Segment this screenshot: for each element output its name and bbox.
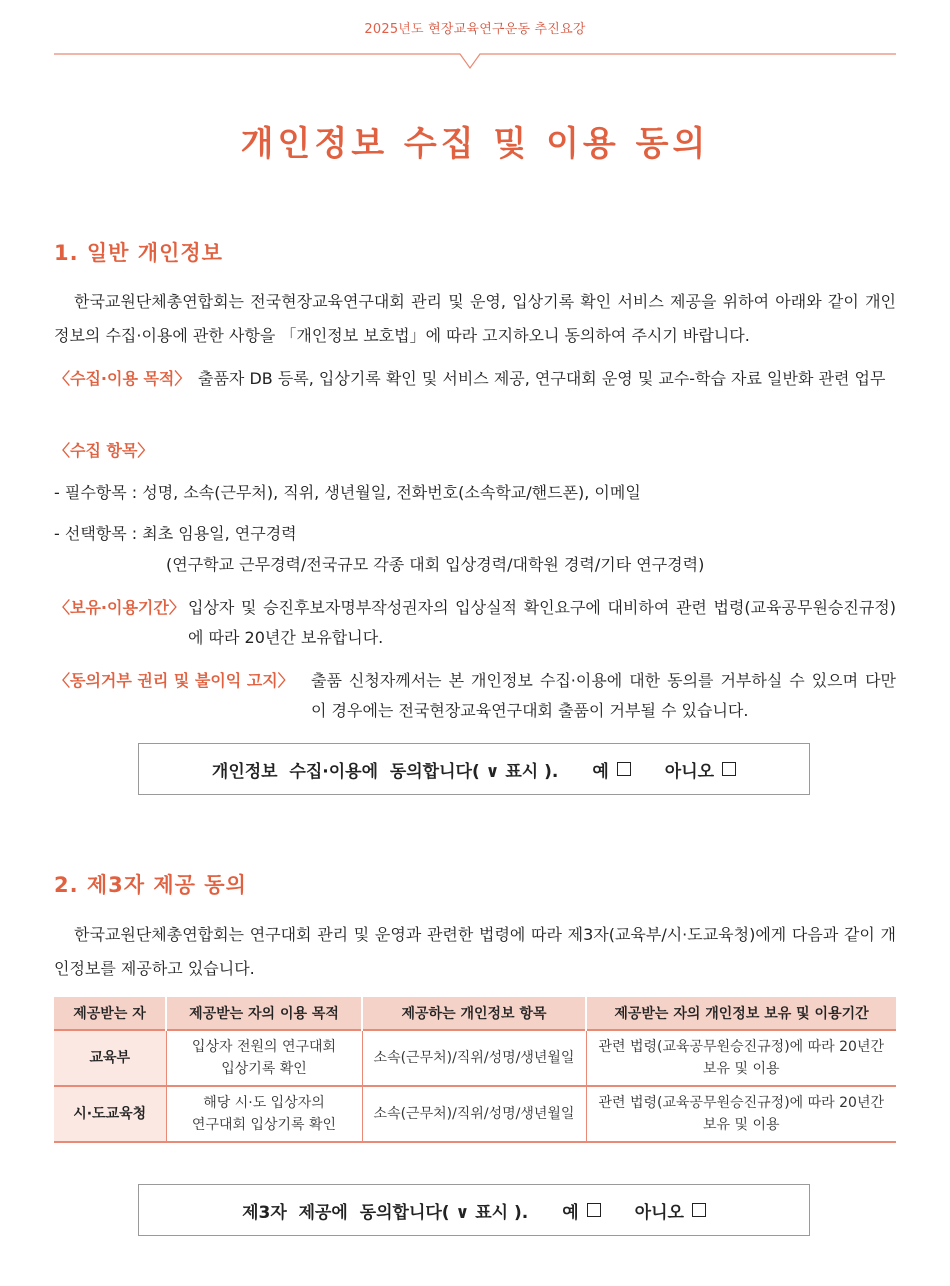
optional-items-line: - 선택항목 : 최초 임용일, 연구경력 bbox=[54, 524, 297, 543]
section2-intro-text: 한국교원단체총연합회는 연구대회 관리 및 운영과 관련한 법령에 따라 제3자(교육부/시·도교육청)에게 다음과 같이 개인정보를 제공하고 있습니다. bbox=[54, 925, 896, 978]
header-title: 현장교육연구운동 추진요강 bbox=[428, 22, 586, 37]
table-cell-items: 소속(근무처)/직위/성명/생년월일 bbox=[362, 1086, 586, 1142]
table-cell-period: 관련 법령(교육공무원승진규정)에 따라 20년간 보유 및 이용 bbox=[586, 1030, 896, 1086]
yes-label: 예 bbox=[592, 761, 609, 782]
table-cell-period: 관련 법령(교육공무원승진규정)에 따라 20년간 보유 및 이용 bbox=[586, 1086, 896, 1142]
table-cell-items: 소속(근무처)/직위/성명/생년월일 bbox=[362, 1030, 586, 1086]
table-cell-purpose: 해당 시·도 입상자의 연구대회 입상기록 확인 bbox=[166, 1086, 362, 1142]
consent-no-option bbox=[635, 1198, 706, 1223]
no-label: 아니오 bbox=[664, 761, 715, 782]
refusal-item bbox=[54, 666, 896, 726]
items-heading bbox=[54, 436, 896, 466]
optional-items-detail: (연구학교 근무경력/전국규모 각종 대회 입상경력/대학원 경력/기타 연구경력) bbox=[166, 555, 705, 574]
table-cell-recipient: 시·도교육청 bbox=[54, 1086, 166, 1142]
table-row bbox=[54, 1030, 896, 1086]
no-label: 아니오 bbox=[634, 1202, 684, 1223]
retention-text: 입상자 및 승진후보자명부작성권자의 입상실적 확인요구에 대비하여 관련 법령(교육공무원승진규정)에 따라 20년간 보유합니다. bbox=[188, 598, 896, 647]
header-year: 2025년도 bbox=[364, 22, 424, 37]
section1-title: 1. 일반 개인정보 bbox=[54, 241, 223, 265]
purpose-text: 출품자 DB 등록, 입상기록 확인 및 서비스 제공, 연구대회 운영 및 교수-학습 자료 일반화 관련 업무 bbox=[198, 369, 886, 388]
running-header bbox=[0, 18, 950, 37]
no-checkbox[interactable] bbox=[692, 1203, 706, 1217]
consent-box-third-party bbox=[138, 1184, 810, 1236]
consent-box-personal-info bbox=[138, 743, 810, 795]
yes-checkbox[interactable] bbox=[587, 1203, 601, 1217]
header-divider bbox=[54, 46, 896, 72]
no-checkbox[interactable] bbox=[722, 762, 736, 776]
table-header: 제공받는 자의 이용 목적 bbox=[166, 997, 362, 1030]
table-cell-purpose: 입상자 전원의 연구대회 입상기록 확인 bbox=[166, 1030, 362, 1086]
table-header: 제공받는 자 bbox=[54, 997, 166, 1030]
page-title: 개인정보 수집 및 이용 동의 bbox=[240, 124, 710, 164]
consent-yes-option bbox=[562, 1198, 600, 1223]
items-label: 〈수집 항목〉 bbox=[54, 441, 154, 460]
yes-label: 예 bbox=[562, 1202, 579, 1223]
refusal-text: 출품 신청자께서는 본 개인정보 수집·이용에 대한 동의를 거부하실 수 있으며 다만 이 경우에는 전국현장교육연구대회 출품이 거부될 수 있습니다. bbox=[311, 671, 896, 720]
consent-no-option bbox=[665, 757, 736, 782]
consent-text: 개인정보 수집·이용에 동의합니다( ∨ 표시 ). bbox=[211, 761, 559, 782]
table-cell-recipient: 교육부 bbox=[54, 1030, 166, 1086]
section2-title: 2. 제3자 제공 동의 bbox=[54, 873, 247, 897]
section1-intro-paragraph bbox=[54, 285, 896, 353]
purpose-item bbox=[54, 364, 896, 394]
table-header-row bbox=[54, 997, 896, 1030]
purpose-label: 〈수집·이용 목적〉 bbox=[54, 369, 191, 388]
retention-label: 〈보유·이용기간〉 bbox=[54, 598, 185, 617]
yes-checkbox[interactable] bbox=[617, 762, 631, 776]
section2-intro-paragraph bbox=[54, 918, 896, 986]
refusal-label: 〈동의거부 권리 및 불이익 고지〉 bbox=[54, 671, 294, 690]
table-row bbox=[54, 1086, 896, 1142]
retention-item bbox=[54, 593, 896, 653]
third-party-table bbox=[54, 997, 896, 1143]
section1-intro-text: 한국교원단체총연합회는 전국현장교육연구대회 관리 및 운영, 입상기록 확인 서비스 제공을 위하여 아래와 같이 개인정보의 수집·이용에 관한 사항을 「개인정보 보호법」에 따라 고지하오니 동의하여 주시기 바랍니다. bbox=[54, 292, 896, 345]
required-items-line: - 필수항목 : 성명, 소속(근무처), 직위, 생년월일, 전화번호(소속학교/핸드폰), 이메일 bbox=[54, 483, 641, 502]
consent-yes-option bbox=[592, 757, 630, 782]
consent-text: 제3자 제공에 동의합니다( ∨ 표시 ). bbox=[242, 1202, 529, 1223]
table-header: 제공하는 개인정보 항목 bbox=[362, 997, 586, 1030]
table-header: 제공받는 자의 개인정보 보유 및 이용기간 bbox=[586, 997, 896, 1030]
